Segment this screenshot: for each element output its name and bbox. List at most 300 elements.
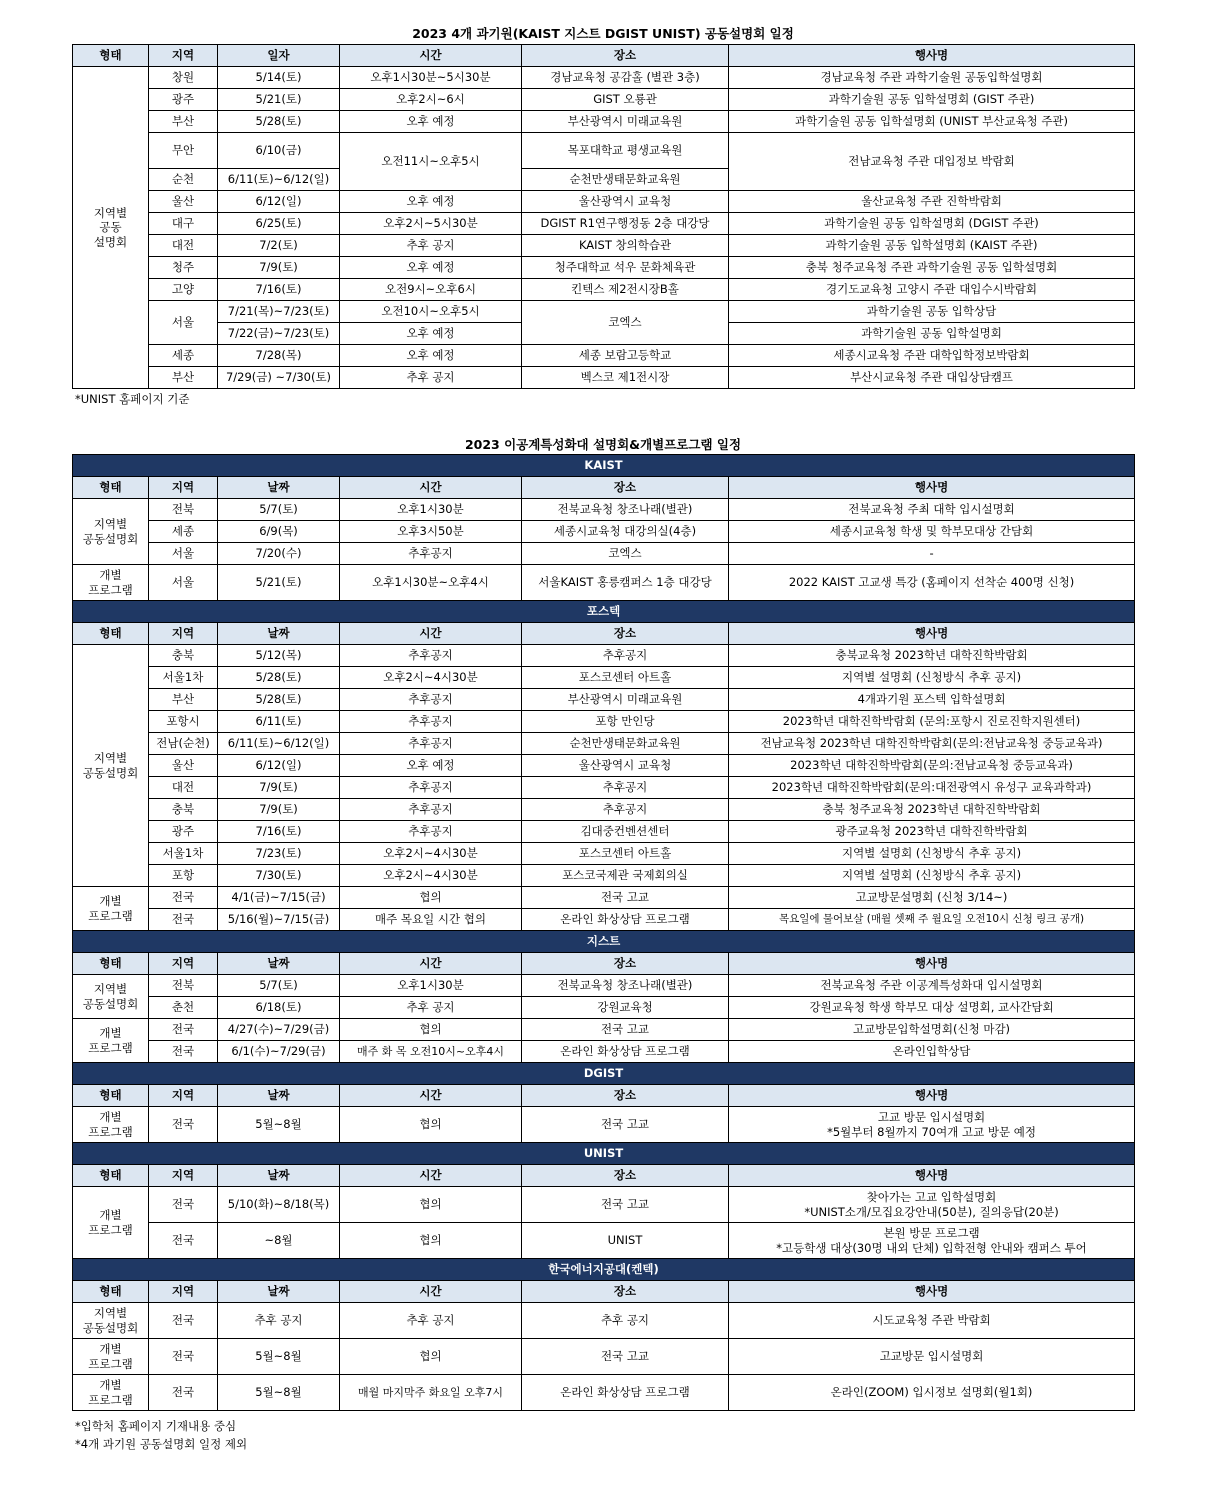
place-cell: 추후공지	[522, 799, 729, 821]
time-cell: 오후 예정	[340, 755, 522, 777]
event-cell: 경남교육청 주관 과학기술원 공동입학설명회	[729, 67, 1135, 89]
type-cell: 지역별 공동설명회	[73, 645, 149, 887]
event-cell: -	[729, 543, 1135, 565]
table-row	[73, 755, 1135, 777]
place-cell: 포항 만인당	[522, 711, 729, 733]
date-cell: 7/9(토)	[218, 777, 340, 799]
date-cell: 5/21(토)	[218, 89, 340, 111]
event-cell: 2023학년 대학진학박람회(문의:전남교육청 중등교육과)	[729, 755, 1135, 777]
table-row	[73, 279, 1135, 301]
event-cell: 충북 청주교육청 2023학년 대학진학박람회	[729, 799, 1135, 821]
place-cell: 전국 고교	[522, 1339, 729, 1375]
region-cell: 충북	[149, 799, 218, 821]
table-row	[73, 645, 1135, 667]
date-cell: 5월~8월	[218, 1339, 340, 1375]
time-cell: 추후 공지	[340, 1303, 522, 1339]
header-place: 장소	[522, 623, 729, 645]
region-cell: 전남(순천)	[149, 733, 218, 755]
time-cell: 오후1시30분~5시30분	[340, 67, 522, 89]
place-cell: 포스코센터 아트홀	[522, 667, 729, 689]
table-row	[73, 1019, 1135, 1041]
date-cell: 7/21(목)~7/23(토)	[218, 301, 340, 323]
header-row	[73, 1085, 1135, 1107]
event-cell: 고교방문입학설명회(신청 마감)	[729, 1019, 1135, 1041]
header-type: 형태	[73, 45, 149, 67]
header-region: 지역	[149, 1281, 218, 1303]
time-cell: 매월 마지막주 화요일 오후7시	[340, 1375, 522, 1411]
date-cell: 5/7(토)	[218, 499, 340, 521]
place-cell: 포스코센터 아트홀	[522, 843, 729, 865]
table-row	[73, 235, 1135, 257]
region-cell: 창원	[149, 67, 218, 89]
type-cell: 지역별 공동설명회	[73, 1303, 149, 1339]
date-cell: 7/30(토)	[218, 865, 340, 887]
event-cell: 과학기술원 공동 입학상담	[729, 301, 1135, 323]
date-cell: 7/20(수)	[218, 543, 340, 565]
table-row	[73, 975, 1135, 997]
event-cell: 세종시교육청 학생 및 학부모대상 간담회	[729, 521, 1135, 543]
header-date: 날짜	[218, 1165, 340, 1187]
header-date: 날짜	[218, 953, 340, 975]
time-cell: 오후2시~6시	[340, 89, 522, 111]
table-row	[73, 257, 1135, 279]
date-cell: 추후 공지	[218, 1303, 340, 1339]
header-date: 일자	[218, 45, 340, 67]
type-cell: 개별 프로그램	[73, 1019, 149, 1063]
table2-title: 2023 이공계특성화대 설명회&개별프로그램 일정	[464, 437, 742, 452]
region-cell: 전국	[149, 1107, 218, 1143]
table-row	[73, 1223, 1135, 1259]
section-kentech	[73, 1259, 1135, 1281]
time-cell: 추후공지	[340, 799, 522, 821]
table-row	[73, 997, 1135, 1019]
place-cell: 추후 공지	[522, 1303, 729, 1339]
place-cell: 세종시교육청 대강의실(4층)	[522, 521, 729, 543]
time-cell: 오전10시~오후5시	[340, 301, 522, 323]
event-cell: 전남교육청 주관 대입정보 박람회	[729, 133, 1135, 191]
section-title: 포스텍	[73, 601, 1135, 623]
header-event: 행사명	[729, 1281, 1135, 1303]
place-cell: 벡스코 제1전시장	[522, 367, 729, 389]
time-cell: 추후공지	[340, 543, 522, 565]
region-cell: 무안	[149, 133, 218, 169]
region-cell: 전국	[149, 1375, 218, 1411]
date-cell: 5/16(월)~7/15(금)	[218, 909, 340, 931]
event-cell: 경기도교육청 고양시 주관 대입수시박람회	[729, 279, 1135, 301]
event-cell: 과학기술원 공동 입학설명회 (GIST 주관)	[729, 89, 1135, 111]
region-cell: 대전	[149, 777, 218, 799]
time-cell: 오후1시30분	[340, 499, 522, 521]
event-cell: 목요일에 물어보살 (매월 셋째 주 월요일 오전10시 신청 링크 공개)	[729, 909, 1135, 931]
header-place: 장소	[522, 953, 729, 975]
time-cell: 오후 예정	[340, 191, 522, 213]
region-cell: 전국	[149, 1041, 218, 1063]
table-row	[73, 521, 1135, 543]
place-cell: 순천만생태문화교육원	[522, 169, 729, 191]
date-cell: 6/11(토)~6/12(일)	[218, 733, 340, 755]
event-cell: 충북교육청 2023학년 대학진학박람회	[729, 645, 1135, 667]
type-cell: 지역별 공동 설명회	[73, 67, 149, 389]
header-region: 지역	[149, 45, 218, 67]
header-region: 지역	[149, 1085, 218, 1107]
region-cell: 광주	[149, 821, 218, 843]
date-cell: 7/9(토)	[218, 799, 340, 821]
event-cell: 전북교육청 주최 대학 입시설명회	[729, 499, 1135, 521]
table-row	[73, 1107, 1135, 1143]
date-cell: 7/28(목)	[218, 345, 340, 367]
date-cell: 5/28(토)	[218, 667, 340, 689]
place-cell: 온라인 화상상담 프로그램	[522, 1375, 729, 1411]
time-cell: 협의	[340, 1187, 522, 1223]
program-schedule-table	[72, 454, 1135, 1411]
type-cell: 개별 프로그램	[73, 1187, 149, 1259]
table1-note: *UNIST 홈페이지 기준	[75, 392, 190, 406]
place-cell: 경남교육청 공감홀 (별관 3층)	[522, 67, 729, 89]
date-cell: 5월~8월	[218, 1375, 340, 1411]
event-cell: 고교방문설명회 (신청 3/14~)	[729, 887, 1135, 909]
date-cell: 6/1(수)~7/29(금)	[218, 1041, 340, 1063]
table-row	[73, 499, 1135, 521]
date-cell: 4/27(수)~7/29(금)	[218, 1019, 340, 1041]
time-cell: 오후 예정	[340, 111, 522, 133]
time-cell: 오전9시~오후6시	[340, 279, 522, 301]
section-title: DGIST	[73, 1063, 1135, 1085]
date-cell: 6/11(토)	[218, 711, 340, 733]
table-row	[73, 213, 1135, 235]
region-cell: 울산	[149, 755, 218, 777]
place-cell: 킨텍스 제2전시장B홀	[522, 279, 729, 301]
time-cell: 추후 공지	[340, 997, 522, 1019]
header-time: 시간	[340, 623, 522, 645]
table-row	[73, 711, 1135, 733]
place-cell: 포스코국제관 국제회의실	[522, 865, 729, 887]
type-cell: 개별 프로그램	[73, 1375, 149, 1411]
table-row	[73, 1041, 1135, 1063]
header-type: 형태	[73, 953, 149, 975]
event-cell: 지역별 설명회 (신청방식 추후 공지)	[729, 843, 1135, 865]
table-row	[73, 1339, 1135, 1375]
region-cell: 순천	[149, 169, 218, 191]
header-event: 행사명	[729, 45, 1135, 67]
event-cell: 울산교육청 주관 진학박람회	[729, 191, 1135, 213]
event-cell: 강원교육청 학생 학부모 대상 설명회, 교사간담회	[729, 997, 1135, 1019]
time-cell: 추후공지	[340, 733, 522, 755]
region-cell: 전국	[149, 1019, 218, 1041]
table-row	[73, 345, 1135, 367]
date-cell: 7/16(토)	[218, 279, 340, 301]
region-cell: 울산	[149, 191, 218, 213]
time-cell: 오후2시~4시30분	[340, 865, 522, 887]
event-cell: 고교방문 입시설명회	[729, 1339, 1135, 1375]
region-cell: 세종	[149, 521, 218, 543]
time-cell: 오후2시~5시30분	[340, 213, 522, 235]
header-date: 날짜	[218, 1085, 340, 1107]
date-cell: 7/29(금) ~7/30(토)	[218, 367, 340, 389]
region-cell: 전국	[149, 1303, 218, 1339]
header-row	[73, 623, 1135, 645]
date-cell: 5/28(토)	[218, 689, 340, 711]
region-cell: 광주	[149, 89, 218, 111]
table2-note: *4개 과기원 공동설명회 일정 제외	[75, 1437, 248, 1451]
event-cell: 부산시교육청 주관 대입상담캠프	[729, 367, 1135, 389]
header-date: 날짜	[218, 477, 340, 499]
header-event: 행사명	[729, 953, 1135, 975]
date-cell: 6/9(목)	[218, 521, 340, 543]
region-cell: 서울	[149, 301, 218, 345]
date-cell: 7/9(토)	[218, 257, 340, 279]
region-cell: 포항시	[149, 711, 218, 733]
table-row	[73, 843, 1135, 865]
event-cell: 온라인입학상담	[729, 1041, 1135, 1063]
region-cell: 부산	[149, 367, 218, 389]
header-time: 시간	[340, 45, 522, 67]
table-row	[73, 733, 1135, 755]
table-row	[73, 865, 1135, 887]
section-title: 지스트	[73, 931, 1135, 953]
date-cell: 6/25(토)	[218, 213, 340, 235]
place-cell: 추후공지	[522, 645, 729, 667]
section-postech	[73, 601, 1135, 623]
table-row	[73, 1303, 1135, 1339]
date-cell: 6/12(일)	[218, 755, 340, 777]
table-row	[73, 133, 1135, 169]
date-cell: 5/12(목)	[218, 645, 340, 667]
place-cell: 전국 고교	[522, 1019, 729, 1041]
place-cell: 전국 고교	[522, 887, 729, 909]
table-row	[73, 367, 1135, 389]
type-cell: 개별 프로그램	[73, 1339, 149, 1375]
place-cell: 울산광역시 교육청	[522, 191, 729, 213]
time-cell: 오전11시~오후5시	[340, 133, 522, 191]
time-cell: 추후 공지	[340, 235, 522, 257]
time-cell: 협의	[340, 1019, 522, 1041]
table-row	[73, 565, 1135, 601]
place-cell: 청주대학교 석우 문화체육관	[522, 257, 729, 279]
header-row	[73, 1165, 1135, 1187]
time-cell: 추후공지	[340, 645, 522, 667]
time-cell: 추후 공지	[340, 367, 522, 389]
place-cell: 코엑스	[522, 301, 729, 345]
event-cell: 과학기술원 공동 입학설명회 (KAIST 주관)	[729, 235, 1135, 257]
date-cell: 5/7(토)	[218, 975, 340, 997]
table-row	[73, 689, 1135, 711]
table-row	[73, 191, 1135, 213]
section-gist	[73, 931, 1135, 953]
time-cell: 매주 화 목 오전10시~오후4시	[340, 1041, 522, 1063]
event-cell: 2023학년 대학진학박람회 (문의:포항시 진로진학지원센터)	[729, 711, 1135, 733]
type-cell: 지역별 공동설명회	[73, 499, 149, 565]
event-cell: 과학기술원 공동 입학설명회 (UNIST 부산교육청 주관)	[729, 111, 1135, 133]
region-cell: 전국	[149, 1223, 218, 1259]
time-cell: 추후공지	[340, 777, 522, 799]
place-cell: KAIST 창의학습관	[522, 235, 729, 257]
header-place: 장소	[522, 1085, 729, 1107]
event-cell: 지역별 설명회 (신청방식 추후 공지)	[729, 865, 1135, 887]
place-cell: 온라인 화상상담 프로그램	[522, 909, 729, 931]
header-row	[73, 953, 1135, 975]
header-row	[73, 45, 1135, 67]
region-cell: 서울1차	[149, 667, 218, 689]
section-unist	[73, 1143, 1135, 1165]
table-row	[73, 301, 1135, 323]
header-type: 형태	[73, 1165, 149, 1187]
place-cell: 서울KAIST 홍릉캠퍼스 1층 대강당	[522, 565, 729, 601]
place-cell: 추후공지	[522, 777, 729, 799]
table-row	[73, 543, 1135, 565]
place-cell: 부산광역시 미래교육원	[522, 689, 729, 711]
time-cell: 오후1시30분	[340, 975, 522, 997]
date-cell: 6/12(일)	[218, 191, 340, 213]
time-cell: 협의	[340, 1339, 522, 1375]
place-cell: 울산광역시 교육청	[522, 755, 729, 777]
time-cell: 오후3시50분	[340, 521, 522, 543]
date-cell: ~8월	[218, 1223, 340, 1259]
time-cell: 오후 예정	[340, 257, 522, 279]
region-cell: 춘천	[149, 997, 218, 1019]
event-cell: 2022 KAIST 고교생 특강 (홈페이지 선착순 400명 신청)	[729, 565, 1135, 601]
region-cell: 전국	[149, 1339, 218, 1375]
section-title: 한국에너지공대(켄텍)	[73, 1259, 1135, 1281]
header-time: 시간	[340, 953, 522, 975]
event-cell: 전북교육청 주관 이공계특성화대 입시설명회	[729, 975, 1135, 997]
section-dgist	[73, 1063, 1135, 1085]
region-cell: 서울1차	[149, 843, 218, 865]
event-cell: 세종시교육청 주관 대학입학정보박람회	[729, 345, 1135, 367]
region-cell: 전북	[149, 499, 218, 521]
time-cell: 오후 예정	[340, 345, 522, 367]
time-cell: 추후공지	[340, 711, 522, 733]
header-event: 행사명	[729, 1085, 1135, 1107]
place-cell: 전국 고교	[522, 1107, 729, 1143]
region-cell: 포항	[149, 865, 218, 887]
table-row	[73, 111, 1135, 133]
event-cell: 시도교육청 주관 박람회	[729, 1303, 1135, 1339]
place-cell: 온라인 화상상담 프로그램	[522, 1041, 729, 1063]
place-cell: 순천만생태문화교육원	[522, 733, 729, 755]
event-cell: 전남교육청 2023학년 대학진학박람회(문의:전남교육청 중등교육과)	[729, 733, 1135, 755]
type-cell: 개별 프로그램	[73, 887, 149, 931]
event-cell: 광주교육청 2023학년 대학진학박람회	[729, 821, 1135, 843]
region-cell: 부산	[149, 111, 218, 133]
region-cell: 대구	[149, 213, 218, 235]
date-cell: 6/10(금)	[218, 133, 340, 169]
date-cell: 5/14(토)	[218, 67, 340, 89]
header-time: 시간	[340, 1165, 522, 1187]
time-cell: 추후공지	[340, 821, 522, 843]
event-cell: 찾아가는 고교 입학설명회 *UNIST소개/모집요강안내(50분), 질의응답(20분)	[729, 1187, 1135, 1223]
place-cell: 김대중컨벤션센터	[522, 821, 729, 843]
place-cell: 목포대학교 평생교육원	[522, 133, 729, 169]
table-row	[73, 1187, 1135, 1223]
section-title: KAIST	[73, 455, 1135, 477]
region-cell: 부산	[149, 689, 218, 711]
header-place: 장소	[522, 1281, 729, 1303]
table-row	[73, 89, 1135, 111]
header-region: 지역	[149, 623, 218, 645]
place-cell: 전북교육청 창조나래(별관)	[522, 499, 729, 521]
header-date: 날짜	[218, 623, 340, 645]
table-row	[73, 777, 1135, 799]
joint-briefing-table	[72, 44, 1135, 389]
event-cell: 과학기술원 공동 입학설명회 (DGIST 주관)	[729, 213, 1135, 235]
date-cell: 5/21(토)	[218, 565, 340, 601]
event-cell: 4개과기원 포스텍 입학설명회	[729, 689, 1135, 711]
time-cell: 협의	[340, 1223, 522, 1259]
place-cell: 강원교육청	[522, 997, 729, 1019]
region-cell: 대전	[149, 235, 218, 257]
header-type: 형태	[73, 1085, 149, 1107]
region-cell: 전북	[149, 975, 218, 997]
type-cell: 지역별 공동설명회	[73, 975, 149, 1019]
header-region: 지역	[149, 953, 218, 975]
header-place: 장소	[522, 1165, 729, 1187]
place-cell: 전북교육청 창조나래(별관)	[522, 975, 729, 997]
region-cell: 청주	[149, 257, 218, 279]
header-event: 행사명	[729, 1165, 1135, 1187]
time-cell: 매주 목요일 시간 협의	[340, 909, 522, 931]
event-cell: 고교 방문 입시설명회 *5월부터 8월까지 70여개 고교 방문 예정	[729, 1107, 1135, 1143]
table-row	[73, 1375, 1135, 1411]
place-cell: 세종 보람고등학교	[522, 345, 729, 367]
header-date: 날짜	[218, 1281, 340, 1303]
table-row	[73, 821, 1135, 843]
section-kaist	[73, 455, 1135, 477]
date-cell: 7/23(토)	[218, 843, 340, 865]
time-cell: 오후2시~4시30분	[340, 843, 522, 865]
table-row	[73, 909, 1135, 931]
date-cell: 5월~8월	[218, 1107, 340, 1143]
table-row	[73, 67, 1135, 89]
region-cell: 충북	[149, 645, 218, 667]
date-cell: 7/22(금)~7/23(토)	[218, 323, 340, 345]
header-type: 형태	[73, 477, 149, 499]
table-row	[73, 799, 1135, 821]
header-type: 형태	[73, 623, 149, 645]
header-region: 지역	[149, 477, 218, 499]
time-cell: 오후1시30분~오후4시	[340, 565, 522, 601]
header-place: 장소	[522, 45, 729, 67]
header-row	[73, 477, 1135, 499]
date-cell: 5/10(화)~8/18(목)	[218, 1187, 340, 1223]
type-cell: 개별 프로그램	[73, 565, 149, 601]
event-cell: 본원 방문 프로그램 *고등학생 대상(30명 내외 단체) 입학전형 안내와 캠퍼스 투어	[729, 1223, 1135, 1259]
date-cell: 6/18(토)	[218, 997, 340, 1019]
event-cell: 지역별 설명회 (신청방식 추후 공지)	[729, 667, 1135, 689]
date-cell: 7/2(토)	[218, 235, 340, 257]
region-cell: 전국	[149, 909, 218, 931]
event-cell: 2023학년 대학진학박람회(문의:대전광역시 유성구 교육과학과)	[729, 777, 1135, 799]
date-cell: 6/11(토)~6/12(일)	[218, 169, 340, 191]
time-cell: 추후공지	[340, 689, 522, 711]
table-row	[73, 887, 1135, 909]
place-cell: DGIST R1연구행정동 2층 대강당	[522, 213, 729, 235]
region-cell: 전국	[149, 887, 218, 909]
type-cell: 개별 프로그램	[73, 1107, 149, 1143]
header-region: 지역	[149, 1165, 218, 1187]
table2-note: *입학처 홈페이지 기재내용 중심	[75, 1419, 237, 1433]
header-event: 행사명	[729, 623, 1135, 645]
event-cell: 과학기술원 공동 입학설명회	[729, 323, 1135, 345]
date-cell: 4/1(금)~7/15(금)	[218, 887, 340, 909]
place-cell: UNIST	[522, 1223, 729, 1259]
region-cell: 서울	[149, 543, 218, 565]
header-place: 장소	[522, 477, 729, 499]
place-cell: 부산광역시 미래교육원	[522, 111, 729, 133]
event-cell: 온라인(ZOOM) 입시정보 설명회(월1회)	[729, 1375, 1135, 1411]
date-cell: 5/28(토)	[218, 111, 340, 133]
time-cell: 오후 예정	[340, 323, 522, 345]
event-cell: 충북 청주교육청 주관 과학기술원 공동 입학설명회	[729, 257, 1135, 279]
